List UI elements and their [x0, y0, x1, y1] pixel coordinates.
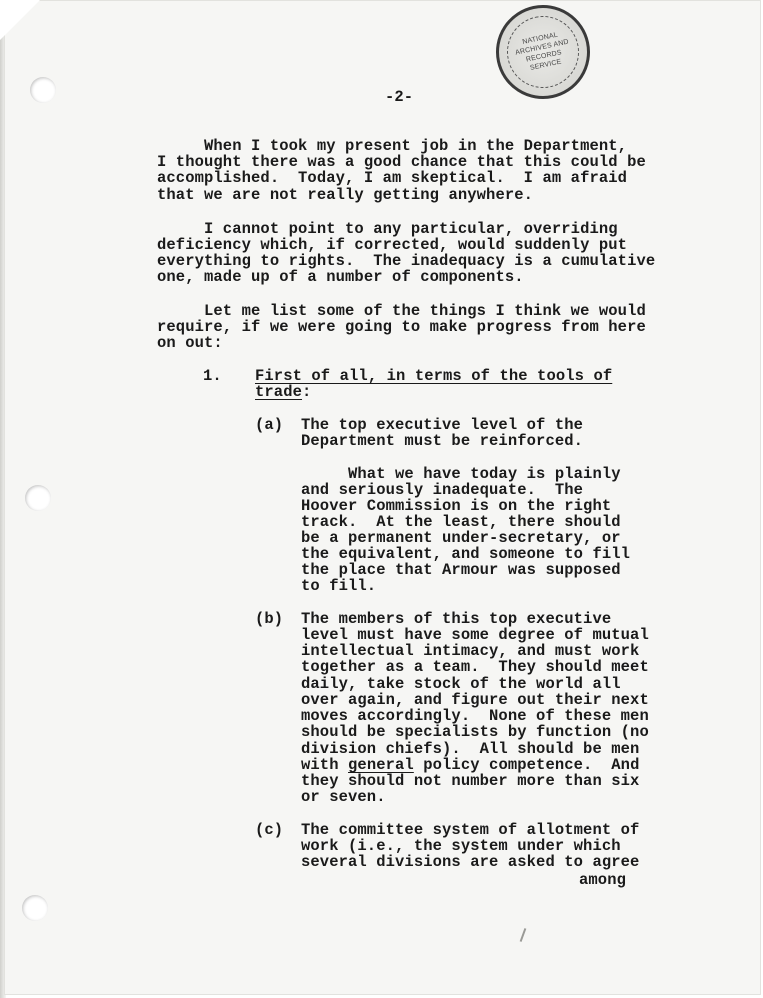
paragraph-2-line: everything to rights. The inadequacy is a cumulative — [157, 252, 656, 270]
item-a-sub-line: track. At the least, there should — [301, 513, 621, 531]
stamp-text: NATIONAL ARCHIVES AND RECORDS SERVICE — [514, 31, 570, 72]
page-number: -2- — [385, 88, 414, 106]
item-c-label: (c) — [255, 821, 284, 839]
item-b-line: intellectual intimacy, and must work — [301, 642, 640, 660]
catchword: among — [579, 871, 627, 889]
paragraph-2-line: deficiency which, if corrected, would suddenly put — [157, 236, 628, 254]
item-a-sub-line: to fill. — [301, 577, 377, 595]
paragraph-3-line: Let me list some of the things I think we would — [157, 302, 646, 320]
item-b-line — [301, 757, 639, 773]
item-a-sub-line: the place that Armour was supposed — [301, 561, 621, 579]
item-a-line: Department must be reinforced. — [301, 432, 584, 450]
item-a-line: The top executive level of the — [301, 416, 584, 434]
item-b-line: The members of this top executive — [301, 610, 612, 628]
item-1-heading: First of all, in terms of the tools of — [255, 367, 613, 385]
item-b-label: (b) — [255, 610, 284, 628]
paragraph-3-line: require, if we were going to make progress from here — [157, 318, 646, 336]
item-a-sub-line: the equivalent, and someone to fill — [301, 545, 631, 563]
item-b-line: division chiefs). All should be men — [301, 740, 640, 758]
item-b-line-text: with — [301, 756, 349, 774]
item-b-line: together as a team. They should meet — [301, 658, 649, 676]
item-b-line: they should not number more than six — [301, 772, 640, 790]
paragraph-1-line: I thought there was a good chance that this could be — [157, 153, 646, 171]
pencil-mark — [520, 928, 527, 942]
item-b-line: over again, and figure out their next — [301, 691, 649, 709]
item-b-line-text: policy competence. And — [413, 756, 640, 774]
item-b-line: level must have some degree of mutual — [301, 626, 649, 644]
item-1-heading-line2 — [255, 384, 311, 400]
item-c-line: work (i.e., the system under which — [301, 837, 621, 855]
item-b-line: should be specialists by function (no — [301, 723, 649, 741]
item-a-label: (a) — [255, 416, 284, 434]
paragraph-2-line: one, made up of a number of components. — [157, 268, 524, 286]
paragraph-1-line: that we are not really getting anywhere. — [157, 186, 534, 204]
item-a-sub-line: be a permanent under-secretary, or — [301, 529, 621, 547]
paragraph-1-line: accomplished. Today, I am skeptical. I am afraid — [157, 169, 628, 187]
item-b-underlined-word: general — [348, 756, 414, 774]
item-b-line: or seven. — [301, 788, 386, 806]
item-1-heading-colon: : — [302, 383, 312, 401]
item-b-line: moves accordingly. None of these men — [301, 707, 649, 725]
paragraph-1-line: When I took my present job in the Department, — [157, 137, 628, 155]
item-c-line: The committee system of allotment of — [301, 821, 640, 839]
item-1-number: 1. — [203, 367, 222, 385]
item-a-sub-line: Hoover Commission is on the right — [301, 497, 612, 515]
item-1-heading-underlined: trade — [255, 383, 303, 401]
paragraph-2-line: I cannot point to any particular, overriding — [157, 220, 618, 238]
paragraph-3-line: on out: — [157, 334, 223, 352]
item-c-line: several divisions are asked to agree — [301, 853, 640, 871]
item-a-sub-line: What we have today is plainly — [301, 465, 621, 483]
item-b-line: daily, take stock of the world all — [301, 675, 621, 693]
item-a-sub-line: and seriously inadequate. The — [301, 481, 584, 499]
